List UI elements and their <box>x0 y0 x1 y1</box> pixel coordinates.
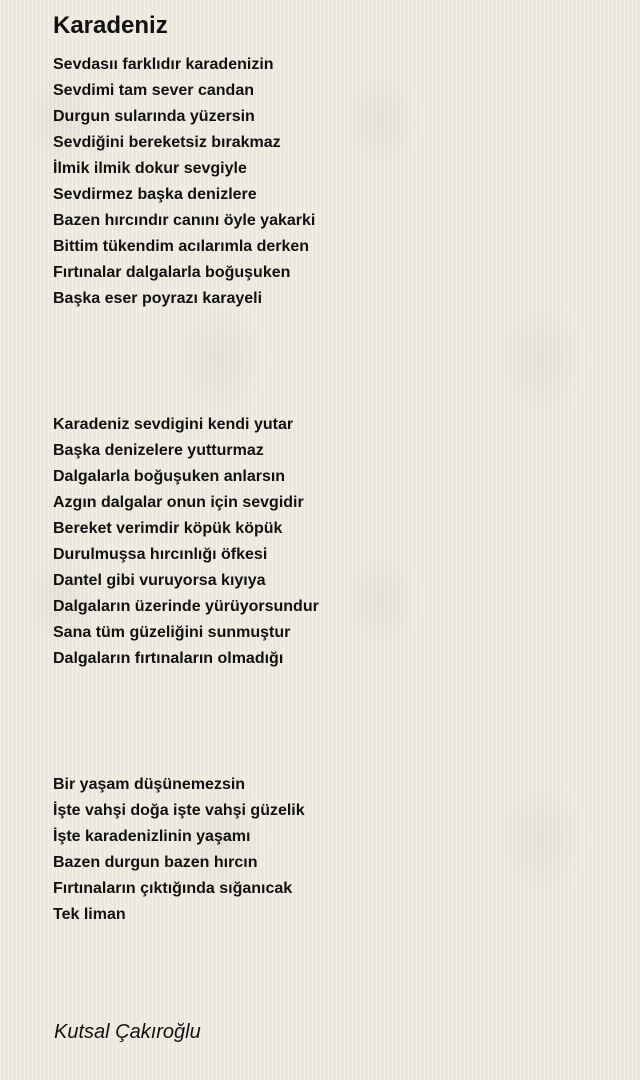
poem-line: Karadeniz sevdigini kendi yutar <box>53 416 294 433</box>
poem-line: Durgun sularında yüzersin <box>53 108 255 125</box>
poem-line: Durulmuşsa hırcınlığı öfkesi <box>53 546 268 563</box>
poem-line: Sevdimi tam sever candan <box>53 82 254 99</box>
poem-line: Dalgalarla boğuşuken anlarsın <box>53 468 286 485</box>
poem-line: Başka denizelere yutturmaz <box>53 442 264 459</box>
poem-line: İşte karadenizlinin yaşamı <box>53 828 251 845</box>
poem-line: Bir yaşam düşünemezsin <box>53 776 246 793</box>
poem-title: Karadeniz <box>53 12 168 39</box>
stanza-2 <box>53 412 319 672</box>
poem-line: Dalgaların üzerinde yürüyorsundur <box>53 598 319 615</box>
poem-line: Başka eser poyrazı karayeli <box>53 290 263 307</box>
stanza-3 <box>53 772 305 928</box>
poem-line: Bereket verimdir köpük köpük <box>53 520 283 537</box>
poem-line: Fırtınaların çıktığında sığanıcak <box>53 880 293 897</box>
poem-line: Azgın dalgalar onun için sevgidir <box>53 494 304 511</box>
poem-line: Bazen hırcındır canını öyle yakarki <box>53 212 316 229</box>
poem-line: Dalgaların fırtınaların olmadığı <box>53 650 284 667</box>
poem-line: İlmik ilmik dokur sevgiyle <box>53 160 247 177</box>
poem-line: Sevdasıı farklıdır karadenizin <box>53 56 274 73</box>
poem-line: Bittim tükendim acılarımla derken <box>53 238 310 255</box>
stanza-1 <box>53 52 315 312</box>
poem-line: Sevdirmez başka denizlere <box>53 186 257 203</box>
poem-line: Bazen durgun bazen hırcın <box>53 854 258 871</box>
poem-line: İşte vahşi doğa işte vahşi güzelik <box>53 802 305 819</box>
poem-line: Dantel gibi vuruyorsa kıyıya <box>53 572 266 589</box>
poem-line: Sevdiğini bereketsiz bırakmaz <box>53 134 281 151</box>
poem-author: Kutsal Çakıroğlu <box>54 1021 201 1043</box>
poem-line: Sana tüm güzeliğini sunmuştur <box>53 624 291 641</box>
poem-line: Fırtınalar dalgalarla boğuşuken <box>53 264 291 281</box>
poem-line: Tek liman <box>53 906 126 923</box>
